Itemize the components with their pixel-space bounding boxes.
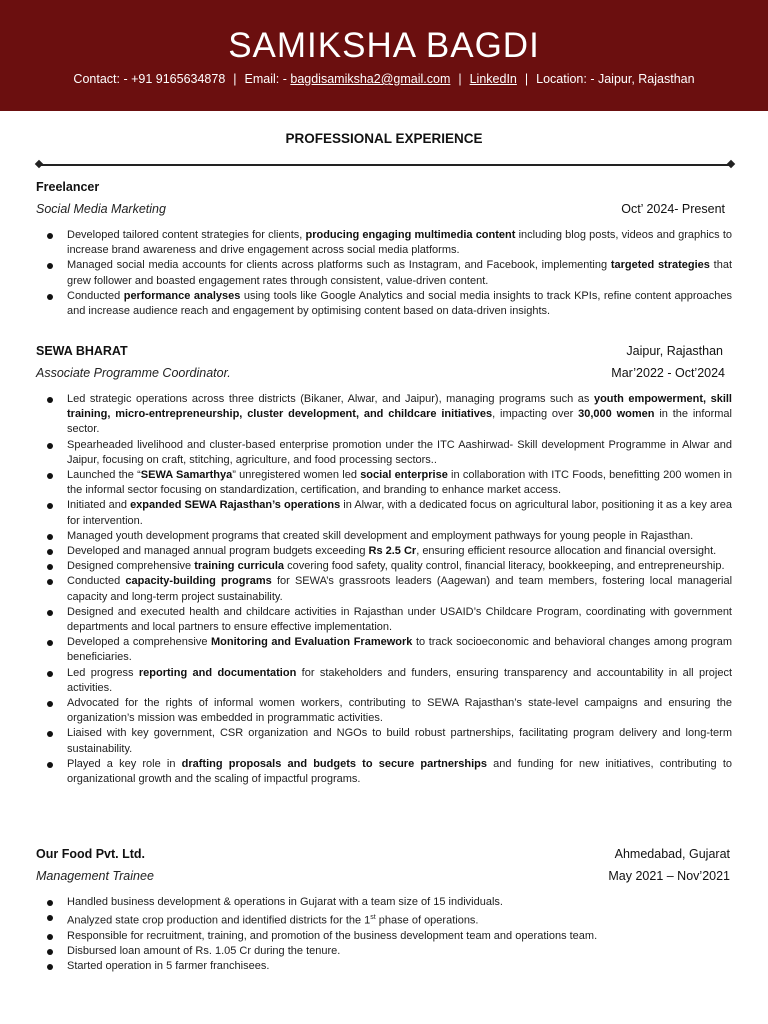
bullet-text: that grew follower and boasted engagement rates through consistent, value-driven content.	[67, 259, 732, 287]
bullet-text: Developed a comprehensive	[67, 636, 212, 649]
job-bullet	[44, 635, 732, 665]
separator: |	[233, 72, 237, 86]
bullet-text: Disbursed loan amount of Rs. 1.05 Cr during the tenure.	[67, 945, 341, 958]
job-bullet	[44, 498, 732, 528]
bullet-text: , impacting over	[492, 408, 579, 421]
job-dates: May 2021 – Nov’2021	[608, 869, 730, 883]
bullet-bold-text: Rs 2.5 Cr	[368, 545, 417, 558]
job-bullet	[44, 726, 732, 756]
job-role: Associate Programme Coordinator.	[36, 366, 231, 380]
bullet-bold-text: capacity-building programs	[125, 575, 272, 588]
job-bullet	[44, 605, 732, 635]
resume-header	[0, 0, 768, 111]
email-label: Email: -	[244, 72, 291, 86]
bullet-text: Liaised with key government, CSR organization and NGOs to build robust partnerships, facilitating program delivery and long-term sustainability.	[67, 727, 732, 755]
job-bullet	[44, 666, 732, 696]
email-link[interactable]: bagdisamiksha2@gmail.com	[290, 72, 451, 86]
bullet-text: Designed and executed health and childcare activities in Rajasthan under USAID’s Childcare Program, coordinating with government departments and local partners to ensure effective implementation.	[67, 605, 732, 634]
bullet-text: Spearheaded livelihood and cluster-based enterprise promotion under the ITC Aashirwad- Skill development Programme in Alwar and Jaipur, focusing on craft, stitching, agriculture, and food processing sectors..	[67, 438, 732, 466]
bullet-bold-text: SEWA Samarthya	[140, 469, 233, 482]
job-location: Ahmedabad, Gujarat	[614, 847, 730, 861]
bullet-text: using tools like Google Analytics and social media insights to track KPIs, refine content approaches and increase audience reach and engagement by optimising content based on data-driven insights.	[67, 289, 732, 318]
bullet-text: Managed social media accounts for clients across platforms such as Instagram, and Facebook, implementing	[67, 259, 611, 272]
job-bullet-list	[44, 228, 732, 319]
job-bullet	[44, 910, 732, 929]
bullet-text: Developed tailored content strategies for clients,	[67, 229, 306, 241]
bullet-bold-text: Monitoring and Evaluation Framework	[211, 636, 413, 649]
job-role: Social Media Marketing	[36, 202, 166, 216]
job-dates: Oct’ 2024- Present	[621, 202, 725, 216]
job-bullet-list	[44, 392, 732, 787]
bullet-text: Started operation in 5 farmer franchisees.	[67, 960, 270, 973]
bullet-bold-text: drafting proposals and budgets to secure partnerships	[181, 757, 487, 770]
bullet-text: to track socioeconomic and behavioral changes among program beneficiaries.	[67, 636, 732, 664]
bullet-bold-text: 30,000 women	[578, 408, 655, 421]
bullet-text: Launched the “	[67, 469, 141, 482]
bullet-text: including blog posts, videos and graphics to increase brand awareness and drive engagement across social media platforms.	[67, 229, 733, 257]
contact-line	[0, 72, 768, 86]
bullet-text: Initiated and	[67, 499, 131, 512]
job-bullet	[44, 696, 732, 726]
job-org: Our Food Pvt. Ltd.	[36, 847, 146, 861]
bullet-text: Developed and managed annual program budgets exceeding	[67, 545, 369, 558]
bullet-text: for stakeholders and funders, ensuring transparency and accountability in all project activities.	[67, 666, 733, 694]
bullet-text: for SEWA’s grassroots leaders (Aagewan) and team members, fostering local managerial capacity and long-term project sustainability.	[67, 575, 733, 603]
bullet-text: in the informal sector.	[67, 408, 732, 436]
location-text: Location: - Jaipur, Rajasthan	[536, 72, 695, 86]
bullet-text: and funding for new initiatives, contributing to organizational growth and the scaling of impactful programs.	[67, 757, 732, 786]
bullet-bold-text: targeted strategies	[610, 259, 710, 272]
bullet-text: Responsible for recruitment, training, and promotion of the business development team and operations team.	[67, 930, 598, 943]
bullet-text: Conducted	[67, 289, 124, 302]
job-bullet	[44, 929, 732, 944]
job-bullet	[44, 544, 732, 559]
job-bullet	[44, 757, 732, 787]
bullet-text: Conducted	[67, 575, 126, 588]
section-title: PROFESSIONAL EXPERIENCE	[285, 131, 483, 146]
candidate-name: SAMIKSHA BAGDI	[228, 26, 540, 65]
job-bullet	[44, 529, 732, 544]
job-role: Management Trainee	[36, 869, 154, 883]
bullet-bold-text: expanded SEWA Rajasthan’s operations	[130, 499, 341, 512]
bullet-bold-text: performance analyses	[123, 289, 241, 302]
job-bullet	[44, 895, 732, 910]
job-bullet	[44, 289, 732, 319]
job-org: SEWA BHARAT	[36, 344, 128, 358]
bullet-text: in collaboration with ITC Foods, benefitting 200 women in the informal sector focusing on standardization, certification, and branding to enhance market access.	[67, 469, 732, 497]
job-bullet	[44, 559, 732, 574]
separator: |	[524, 72, 529, 86]
bullet-text: covering food safety, quality control, financial literacy, bookkeeping, and entrepreneurship.	[284, 560, 725, 573]
bullet-text: Designed comprehensive	[67, 560, 195, 573]
bullet-bold-text: training curricula	[194, 560, 285, 573]
job-org: Freelancer	[36, 180, 100, 194]
job-bullet	[44, 959, 732, 974]
bullet-text: in Alwar, with a dedicated focus on agricultural labor, positioning it as a key area for intervention.	[67, 499, 732, 527]
bullet-text: Led strategic operations across three districts (Bikaner, Alwar, and Jaipur), managing programs such as	[67, 393, 594, 405]
bullet-text: Analyzed state crop production and identified districts for the 1	[67, 914, 371, 927]
bullet-text: Advocated for the rights of informal women workers, contributing to SEWA Rajasthan’s state-level campaigns and ensuring the organization’s mission was embedded in programmatic activities.	[67, 697, 732, 725]
bullet-bold-text: producing engaging multimedia content	[305, 229, 516, 241]
bullet-text: ” unregistered women led	[232, 469, 361, 482]
job-bullet	[44, 574, 732, 604]
bullet-bold-text: reporting and documentation	[138, 666, 297, 679]
bullet-text: Played a key role in	[67, 757, 182, 770]
bullet-text: Led progress	[67, 666, 139, 679]
job-bullet	[44, 944, 732, 959]
job-bullet-list	[44, 895, 732, 975]
separator: |	[458, 72, 462, 86]
bullet-text: st	[370, 914, 376, 922]
job-bullet	[44, 468, 732, 498]
bullet-bold-text: social enterprise	[360, 469, 448, 482]
bullet-text: phase of operations.	[375, 914, 479, 927]
job-bullet	[44, 392, 732, 438]
section-divider	[40, 164, 730, 166]
phone-text: Contact: - +91 9165634878	[73, 72, 226, 86]
bullet-text: Handled business development & operations in Gujarat with a team size of 15 individuals.	[67, 896, 503, 908]
job-bullet	[44, 438, 732, 468]
bullet-text: Managed youth development programs that created skill development and employment pathways for young people in Rajasthan.	[67, 529, 694, 542]
bullet-bold-text: youth empowerment, skill training, micro-entrepreneurship, cluster development, and childcare initiatives	[67, 393, 732, 421]
linkedin-link[interactable]: LinkedIn	[469, 72, 517, 86]
job-location: Jaipur, Rajasthan	[626, 344, 723, 358]
job-dates: Mar’2022 - Oct’2024	[611, 366, 725, 380]
bullet-text: , ensuring efficient resource allocation and financial oversight.	[416, 545, 717, 558]
job-bullet	[44, 228, 732, 258]
job-bullet	[44, 258, 732, 288]
